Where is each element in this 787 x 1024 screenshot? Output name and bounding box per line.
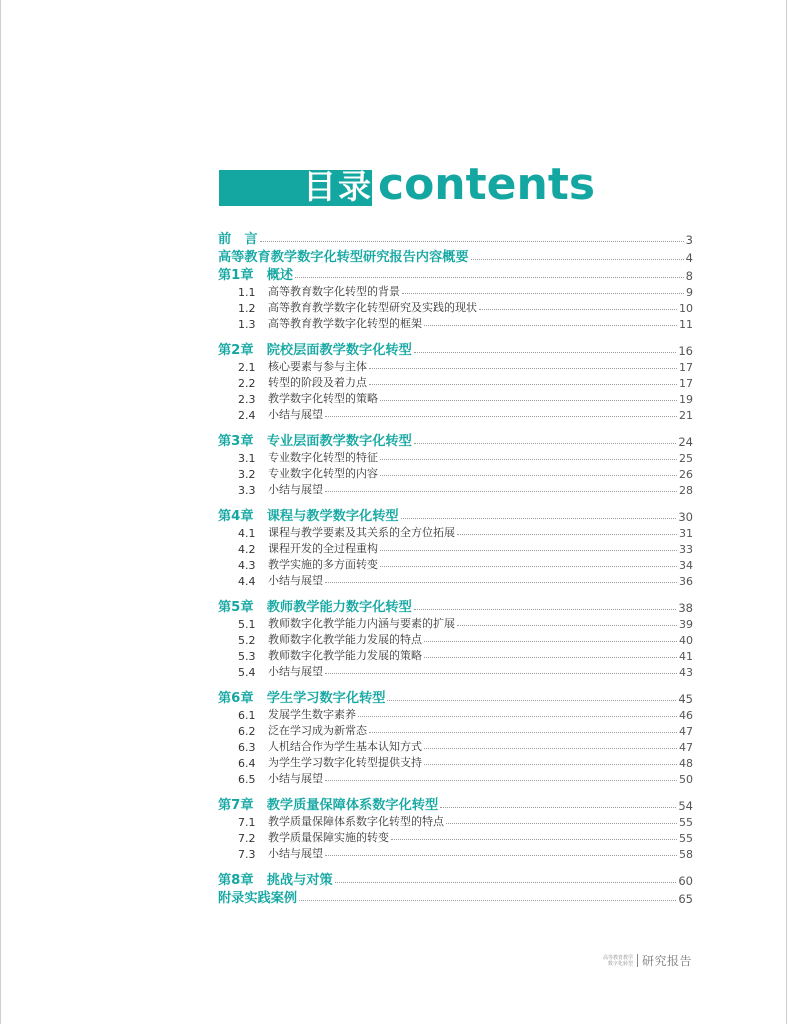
footer-series-name: [603, 955, 633, 967]
toc-section-entry[interactable]: [218, 540, 693, 556]
toc-dot-leader: [424, 748, 677, 749]
toc-page-number: 39: [679, 618, 693, 631]
toc-section-number: 2.1: [238, 361, 256, 374]
toc-section-number: 7.3: [238, 848, 256, 861]
toc-section-entry[interactable]: [218, 556, 693, 572]
toc-page-number: 28: [679, 484, 693, 497]
toc-page-number: 55: [679, 816, 693, 829]
toc-section-entry[interactable]: [218, 481, 693, 497]
toc-section-number: 6.3: [238, 741, 256, 754]
toc-section-entry[interactable]: [218, 572, 693, 588]
toc-section-number: 5.3: [238, 650, 256, 663]
toc-section-number: 3.3: [238, 484, 256, 497]
toc-section-number: 6.1: [238, 709, 256, 722]
toc-section-number: 6.2: [238, 725, 256, 738]
toc-section-entry[interactable]: [218, 647, 693, 663]
toc-section-entry[interactable]: [218, 524, 693, 540]
toc-section-number: 1.1: [238, 286, 256, 299]
toc-entry-title: 第3章 专业层面教学数字化转型: [218, 434, 412, 449]
toc-section-entry[interactable]: [218, 465, 693, 481]
toc-page-number: 31: [679, 527, 693, 540]
toc-entry-title: 高等教育数字化转型的背景: [268, 285, 400, 298]
toc-page-number: 47: [679, 725, 693, 738]
toc-entry-title: 核心要素与参与主体: [268, 360, 367, 373]
title-english: contents: [378, 159, 596, 210]
toc-chapter-entry[interactable]: [218, 229, 693, 247]
toc-section-entry[interactable]: [218, 813, 693, 829]
toc-section-number: 1.2: [238, 302, 256, 315]
toc-section-entry[interactable]: [218, 449, 693, 465]
table-of-contents: [218, 229, 693, 906]
toc-section-entry[interactable]: [218, 406, 693, 422]
toc-chapter-entry[interactable]: [218, 688, 693, 706]
toc-page-number: 26: [679, 468, 693, 481]
toc-dot-leader: [424, 325, 677, 326]
toc-entry-title: 发展学生数字素养: [268, 708, 356, 721]
toc-entry-title: 教师数字化教学能力发展的特点: [268, 633, 422, 646]
toc-chapter-entry[interactable]: [218, 265, 693, 283]
toc-entry-title: 为学生学习数字化转型提供支持: [268, 756, 422, 769]
toc-page-number: 11: [679, 318, 693, 331]
toc-page-number: 55: [679, 832, 693, 845]
toc-page-number: 50: [679, 773, 693, 786]
toc-dot-leader: [440, 807, 676, 808]
toc-chapter-entry[interactable]: [218, 431, 693, 449]
toc-page-number: 24: [678, 435, 693, 449]
toc-page-number: 46: [679, 709, 693, 722]
toc-dot-leader: [260, 241, 684, 242]
toc-entry-title: 高等教育教学数字化转型研究报告内容概要: [218, 250, 469, 265]
toc-page-number: 17: [679, 361, 693, 374]
toc-page-number: 43: [679, 666, 693, 679]
toc-dot-leader: [402, 293, 684, 294]
toc-section-entry[interactable]: [218, 722, 693, 738]
toc-dot-leader: [369, 384, 677, 385]
toc-entry-title: 专业数字化转型的内容: [268, 467, 378, 480]
toc-section-number: 6.5: [238, 773, 256, 786]
toc-entry-title: 小结与展望: [268, 483, 323, 496]
toc-section-entry[interactable]: [218, 663, 693, 679]
toc-section-number: 5.1: [238, 618, 256, 631]
toc-page-number: 16: [678, 344, 693, 358]
toc-page-number: 10: [679, 302, 693, 315]
toc-page-number: 38: [678, 601, 693, 615]
title-chinese: 目录: [303, 167, 373, 206]
toc-entry-title: 第6章 学生学习数字化转型: [218, 691, 386, 706]
toc-dot-leader: [457, 625, 677, 626]
toc-page-number: 33: [679, 543, 693, 556]
toc-dot-leader: [479, 309, 677, 310]
toc-dot-leader: [325, 673, 677, 674]
toc-section-entry[interactable]: [218, 315, 693, 331]
toc-dot-leader: [358, 716, 677, 717]
toc-section-number: 2.3: [238, 393, 256, 406]
toc-entry-title: 附录实践案例: [218, 891, 298, 906]
toc-dot-leader: [380, 566, 677, 567]
toc-dot-leader: [424, 764, 677, 765]
toc-page-number: 17: [679, 377, 693, 390]
toc-entry-title: 小结与展望: [268, 574, 323, 587]
toc-entry-title: 泛在学习成为新常态: [268, 724, 367, 737]
toc-entry-title: 教学质量保障实施的转变: [268, 831, 389, 844]
toc-entry-title: 第8章 挑战与对策: [218, 873, 333, 888]
toc-page-number: 48: [679, 757, 693, 770]
toc-chapter-entry[interactable]: [218, 340, 693, 358]
toc-page-number: 65: [678, 892, 693, 906]
toc-dot-leader: [401, 518, 677, 519]
toc-page-number: 30: [678, 510, 693, 524]
footer-report-label: 研究报告: [641, 954, 692, 968]
toc-section-entry[interactable]: [218, 631, 693, 647]
toc-dot-leader: [325, 780, 677, 781]
toc-section-number: 3.2: [238, 468, 256, 481]
toc-section-entry[interactable]: [218, 738, 693, 754]
toc-section-number: 4.4: [238, 575, 256, 588]
toc-chapter-entry[interactable]: [218, 870, 693, 888]
toc-dot-leader: [457, 534, 677, 535]
toc-page-number: 9: [686, 286, 693, 299]
toc-section-number: 7.1: [238, 816, 256, 829]
toc-dot-leader: [335, 882, 677, 883]
toc-dot-leader: [369, 732, 677, 733]
toc-page-number: 4: [685, 251, 693, 265]
toc-entry-title: 小结与展望: [268, 772, 323, 785]
footer-series-line-2: 数字化转型: [607, 960, 633, 967]
toc-section-entry[interactable]: [218, 283, 693, 299]
toc-page-number: 58: [679, 848, 693, 861]
toc-entry-title: 教学实施的多方面转变: [268, 558, 378, 571]
toc-entry-title: 课程开发的全过程重构: [268, 542, 378, 555]
toc-page-number: 41: [679, 650, 693, 663]
toc-dot-leader: [471, 259, 684, 260]
toc-entry-title: 小结与展望: [268, 408, 323, 421]
toc-section-entry[interactable]: [218, 299, 693, 315]
toc-dot-leader: [380, 550, 677, 551]
toc-dot-leader: [424, 641, 677, 642]
toc-entry-title: 教学质量保障体系数字化转型的特点: [268, 815, 444, 828]
toc-entry-title: 专业数字化转型的特征: [268, 451, 378, 464]
toc-entry-title: 人机结合作为学生基本认知方式: [268, 740, 422, 753]
toc-section-number: 4.2: [238, 543, 256, 556]
toc-dot-leader: [380, 459, 677, 460]
toc-page-number: 34: [679, 559, 693, 572]
toc-section-number: 4.3: [238, 559, 256, 572]
toc-section-entry[interactable]: [218, 615, 693, 631]
toc-section-number: 7.2: [238, 832, 256, 845]
toc-entry-title: 第1章 概述: [218, 268, 294, 283]
toc-section-number: 5.2: [238, 634, 256, 647]
footer-series-line-1: 高等教育教学: [602, 954, 633, 961]
toc-section-number: 4.1: [238, 527, 256, 540]
toc-section-entry[interactable]: [218, 754, 693, 770]
toc-section-number: 2.4: [238, 409, 256, 422]
toc-entry-title: 高等教育教学数字化转型研究及实践的现状: [268, 301, 477, 314]
toc-dot-leader: [414, 352, 677, 353]
toc-section-entry[interactable]: [218, 358, 693, 374]
toc-dot-leader: [414, 609, 677, 610]
toc-entry-title: 第5章 教师教学能力数字化转型: [218, 600, 412, 615]
toc-page-number: 45: [678, 692, 693, 706]
toc-page-number: 54: [678, 799, 693, 813]
toc-entry-title: 前 言: [218, 232, 258, 247]
toc-page-number: 3: [685, 233, 693, 247]
toc-page-number: 36: [679, 575, 693, 588]
toc-section-number: 5.4: [238, 666, 256, 679]
toc-entry-title: 小结与展望: [268, 847, 323, 860]
toc-dot-leader: [414, 443, 677, 444]
toc-entry-title: 教学数字化转型的策略: [268, 392, 378, 405]
toc-dot-leader: [380, 400, 677, 401]
toc-entry-title: 课程与教学要素及其关系的全方位拓展: [268, 526, 455, 539]
toc-entry-title: 教师数字化教学能力内涵与要素的扩展: [268, 617, 455, 630]
toc-section-entry[interactable]: [218, 706, 693, 722]
toc-chapter-entry[interactable]: [218, 506, 693, 524]
toc-dot-leader: [369, 368, 677, 369]
toc-page-number: 25: [679, 452, 693, 465]
toc-section-entry[interactable]: [218, 845, 693, 861]
toc-dot-leader: [387, 700, 676, 701]
toc-dot-leader: [325, 582, 677, 583]
toc-dot-leader: [446, 823, 677, 824]
toc-dot-leader: [325, 416, 677, 417]
toc-page-number: 8: [685, 269, 693, 283]
toc-dot-leader: [295, 277, 684, 278]
footer-divider: [637, 954, 638, 967]
toc-page-number: 47: [679, 741, 693, 754]
toc-section-number: 1.3: [238, 318, 256, 331]
toc-section-entry[interactable]: [218, 374, 693, 390]
toc-entry-title: 转型的阶段及着力点: [268, 376, 367, 389]
toc-section-number: 2.2: [238, 377, 256, 390]
toc-dot-leader: [391, 839, 677, 840]
toc-dot-leader: [380, 475, 677, 476]
toc-section-entry[interactable]: [218, 770, 693, 786]
toc-section-entry[interactable]: [218, 390, 693, 406]
toc-chapter-entry[interactable]: [218, 795, 693, 813]
toc-page-number: 19: [679, 393, 693, 406]
toc-entry-title: 教师数字化教学能力发展的策略: [268, 649, 422, 662]
toc-dot-leader: [325, 855, 677, 856]
toc-entry-title: 第4章 课程与教学数字化转型: [218, 509, 399, 524]
toc-page-number: 40: [679, 634, 693, 647]
toc-section-entry[interactable]: [218, 829, 693, 845]
toc-dot-leader: [325, 491, 677, 492]
toc-entry-title: 小结与展望: [268, 665, 323, 678]
toc-entry-title: 第7章 教学质量保障体系数字化转型: [218, 798, 439, 813]
toc-chapter-entry[interactable]: [218, 597, 693, 615]
toc-entry-title: 高等教育教学数字化转型的框架: [268, 317, 422, 330]
toc-entry-title: 第2章 院校层面教学数字化转型: [218, 343, 412, 358]
toc-chapter-entry[interactable]: [218, 247, 693, 265]
toc-section-number: 6.4: [238, 757, 256, 770]
toc-chapter-entry[interactable]: [218, 888, 693, 906]
toc-dot-leader: [299, 900, 676, 901]
toc-dot-leader: [424, 657, 677, 658]
toc-section-number: 3.1: [238, 452, 256, 465]
toc-page-number: 60: [678, 874, 693, 888]
toc-page-number: 21: [679, 409, 693, 422]
page-footer: [603, 952, 692, 969]
